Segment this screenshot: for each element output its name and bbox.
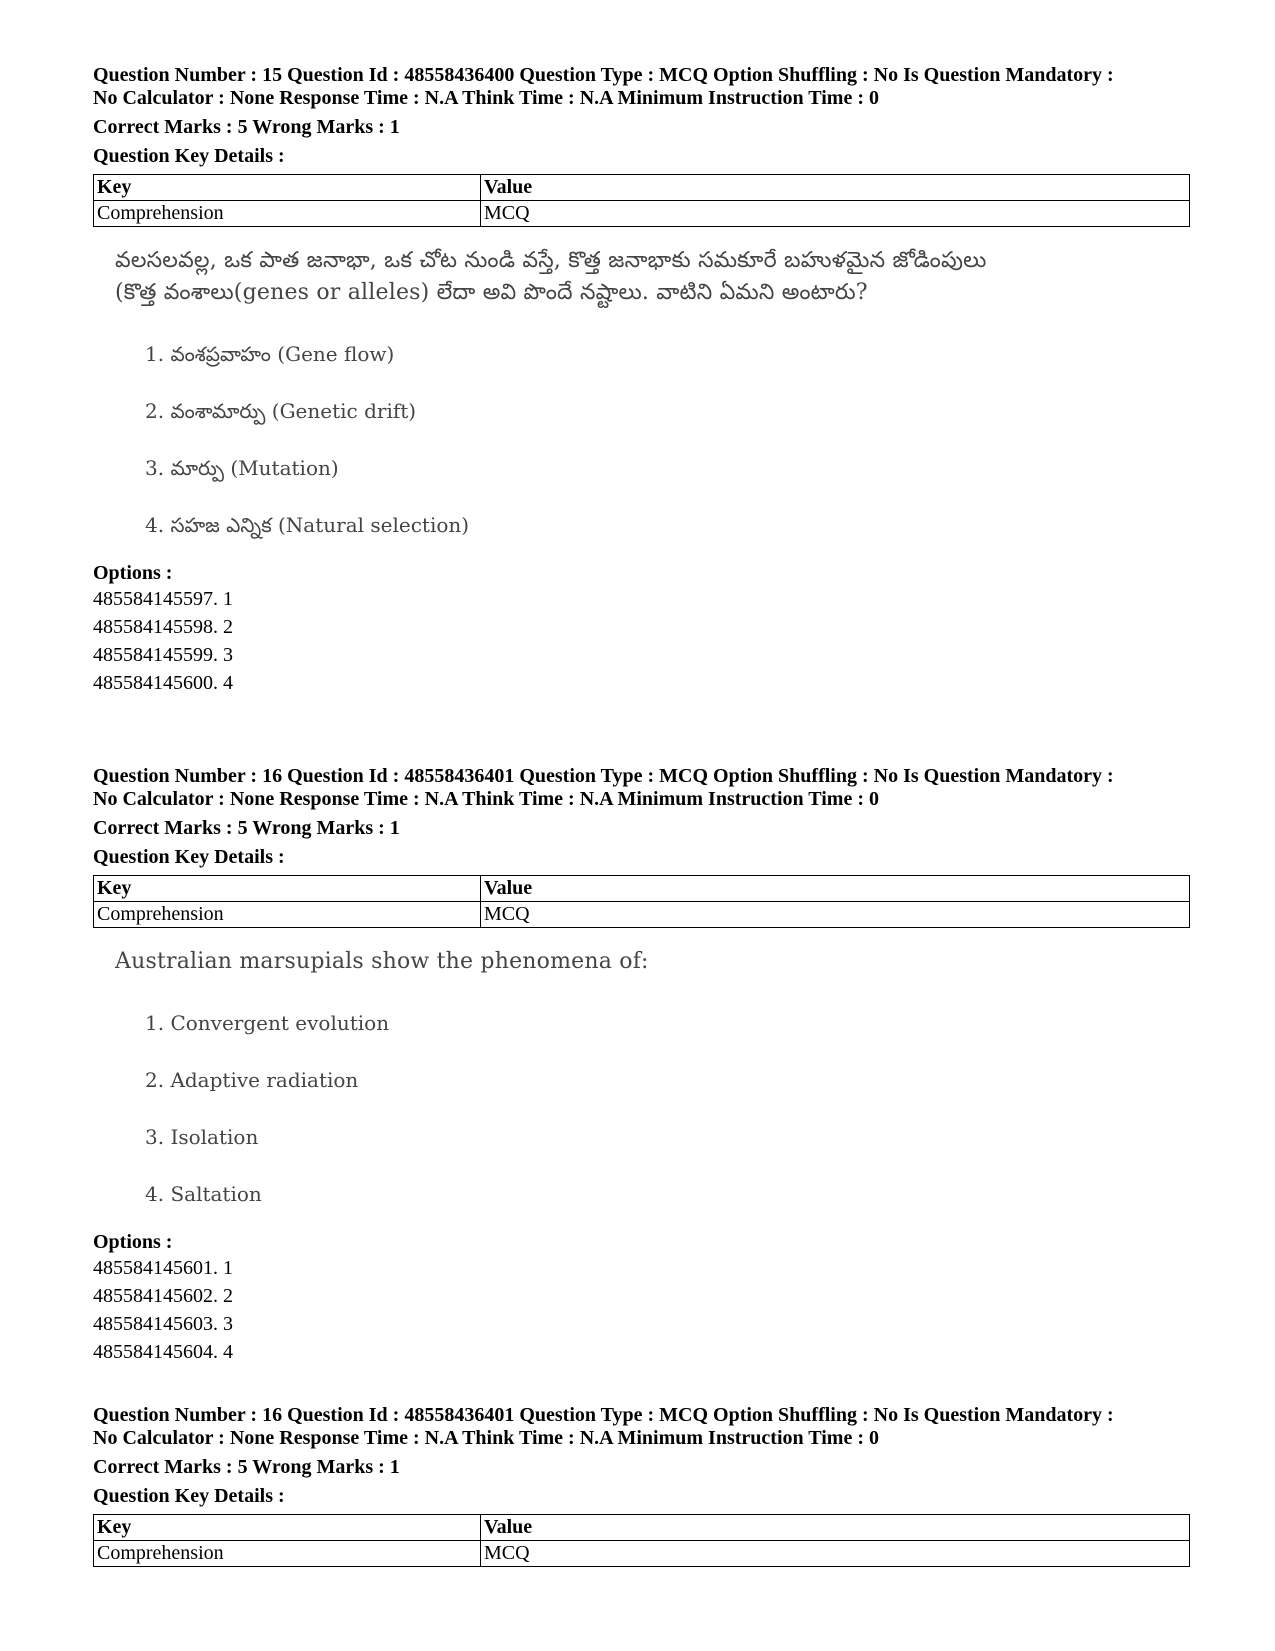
option-item: 485584145598. 2 [93, 616, 233, 638]
question-meta-line2: No Calculator : None Response Time : N.A Think Time : N.A Minimum Instruction Time : 0 [93, 1427, 879, 1449]
key-header: Key [94, 175, 481, 201]
choice-4: 4. Saltation [145, 1182, 262, 1206]
table-header-row [94, 1515, 1190, 1541]
question-image [115, 946, 1190, 1206]
question-meta-line1: Question Number : 16 Question Id : 48558436401 Question Type : MCQ Option Shuffling : No Is Question Mandatory : [93, 765, 1114, 787]
option-item: 485584145600. 4 [93, 672, 233, 694]
key-details-label: Question Key Details : [93, 145, 285, 167]
value-cell: MCQ [481, 902, 1190, 928]
options-label: Options : [93, 1231, 173, 1253]
question-meta-line2: No Calculator : None Response Time : N.A Think Time : N.A Minimum Instruction Time : 0 [93, 87, 879, 109]
key-header: Key [94, 876, 481, 902]
table-row [94, 902, 1190, 928]
question-stem-line2: (కొత్త వంశాలు(genes or alleles) లేదా అవి పొందే నష్టాలు. వాటిని ఏమని అంటారు? [115, 280, 868, 305]
value-header: Value [481, 175, 1190, 201]
choice-3: 3. Isolation [145, 1125, 259, 1149]
option-item: 485584145602. 2 [93, 1285, 233, 1307]
options-label: Options : [93, 562, 173, 584]
choice-1: 1. వంశప్రవాహం (Gene flow) [145, 342, 395, 366]
key-details-table [93, 174, 1190, 227]
question-block-16 [93, 765, 1190, 1366]
choice-1: 1. Convergent evolution [145, 1011, 390, 1035]
value-header: Value [481, 876, 1190, 902]
question-image [115, 245, 1190, 537]
key-cell: Comprehension [94, 201, 481, 227]
marks-line: Correct Marks : 5 Wrong Marks : 1 [93, 116, 400, 138]
key-details-label: Question Key Details : [93, 1485, 285, 1507]
question-block-16-repeat [93, 1404, 1190, 1567]
value-cell: MCQ [481, 1541, 1190, 1567]
option-item: 485584145601. 1 [93, 1257, 233, 1279]
key-details-table [93, 1514, 1190, 1567]
option-item: 485584145603. 3 [93, 1313, 233, 1335]
choice-4: 4. సహజ ఎన్నిక (Natural selection) [145, 513, 470, 537]
question-stem-line1: Australian marsupials show the phenomena of: [115, 949, 649, 974]
choice-2: 2. Adaptive radiation [145, 1068, 359, 1092]
key-details-table [93, 875, 1190, 928]
table-row [94, 201, 1190, 227]
question-stem-line1: వలసలవల్ల, ఒక పాత జనాభా, ఒక చోట నుండి వస్తే, కొత్త జనాభాకు సమకూరే బహుళమైన జోడింపులు [115, 248, 987, 273]
value-header: Value [481, 1515, 1190, 1541]
question-meta-line1: Question Number : 16 Question Id : 48558436401 Question Type : MCQ Option Shuffling : No Is Question Mandatory : [93, 1404, 1114, 1426]
marks-line: Correct Marks : 5 Wrong Marks : 1 [93, 1456, 400, 1478]
option-item: 485584145604. 4 [93, 1341, 233, 1363]
table-header-row [94, 876, 1190, 902]
option-item: 485584145597. 1 [93, 588, 233, 610]
key-cell: Comprehension [94, 1541, 481, 1567]
key-details-label: Question Key Details : [93, 846, 285, 868]
marks-line: Correct Marks : 5 Wrong Marks : 1 [93, 817, 400, 839]
value-cell: MCQ [481, 201, 1190, 227]
option-item: 485584145599. 3 [93, 644, 233, 666]
choice-3: 3. మార్పు (Mutation) [145, 456, 339, 480]
choice-2: 2. వంశామార్పు (Genetic drift) [145, 399, 417, 423]
table-row [94, 1541, 1190, 1567]
question-meta-line1: Question Number : 15 Question Id : 48558436400 Question Type : MCQ Option Shuffling : No Is Question Mandatory : [93, 64, 1114, 86]
question-block-15 [93, 64, 1190, 697]
table-header-row [94, 175, 1190, 201]
key-header: Key [94, 1515, 481, 1541]
question-meta-line2: No Calculator : None Response Time : N.A Think Time : N.A Minimum Instruction Time : 0 [93, 788, 879, 810]
key-cell: Comprehension [94, 902, 481, 928]
